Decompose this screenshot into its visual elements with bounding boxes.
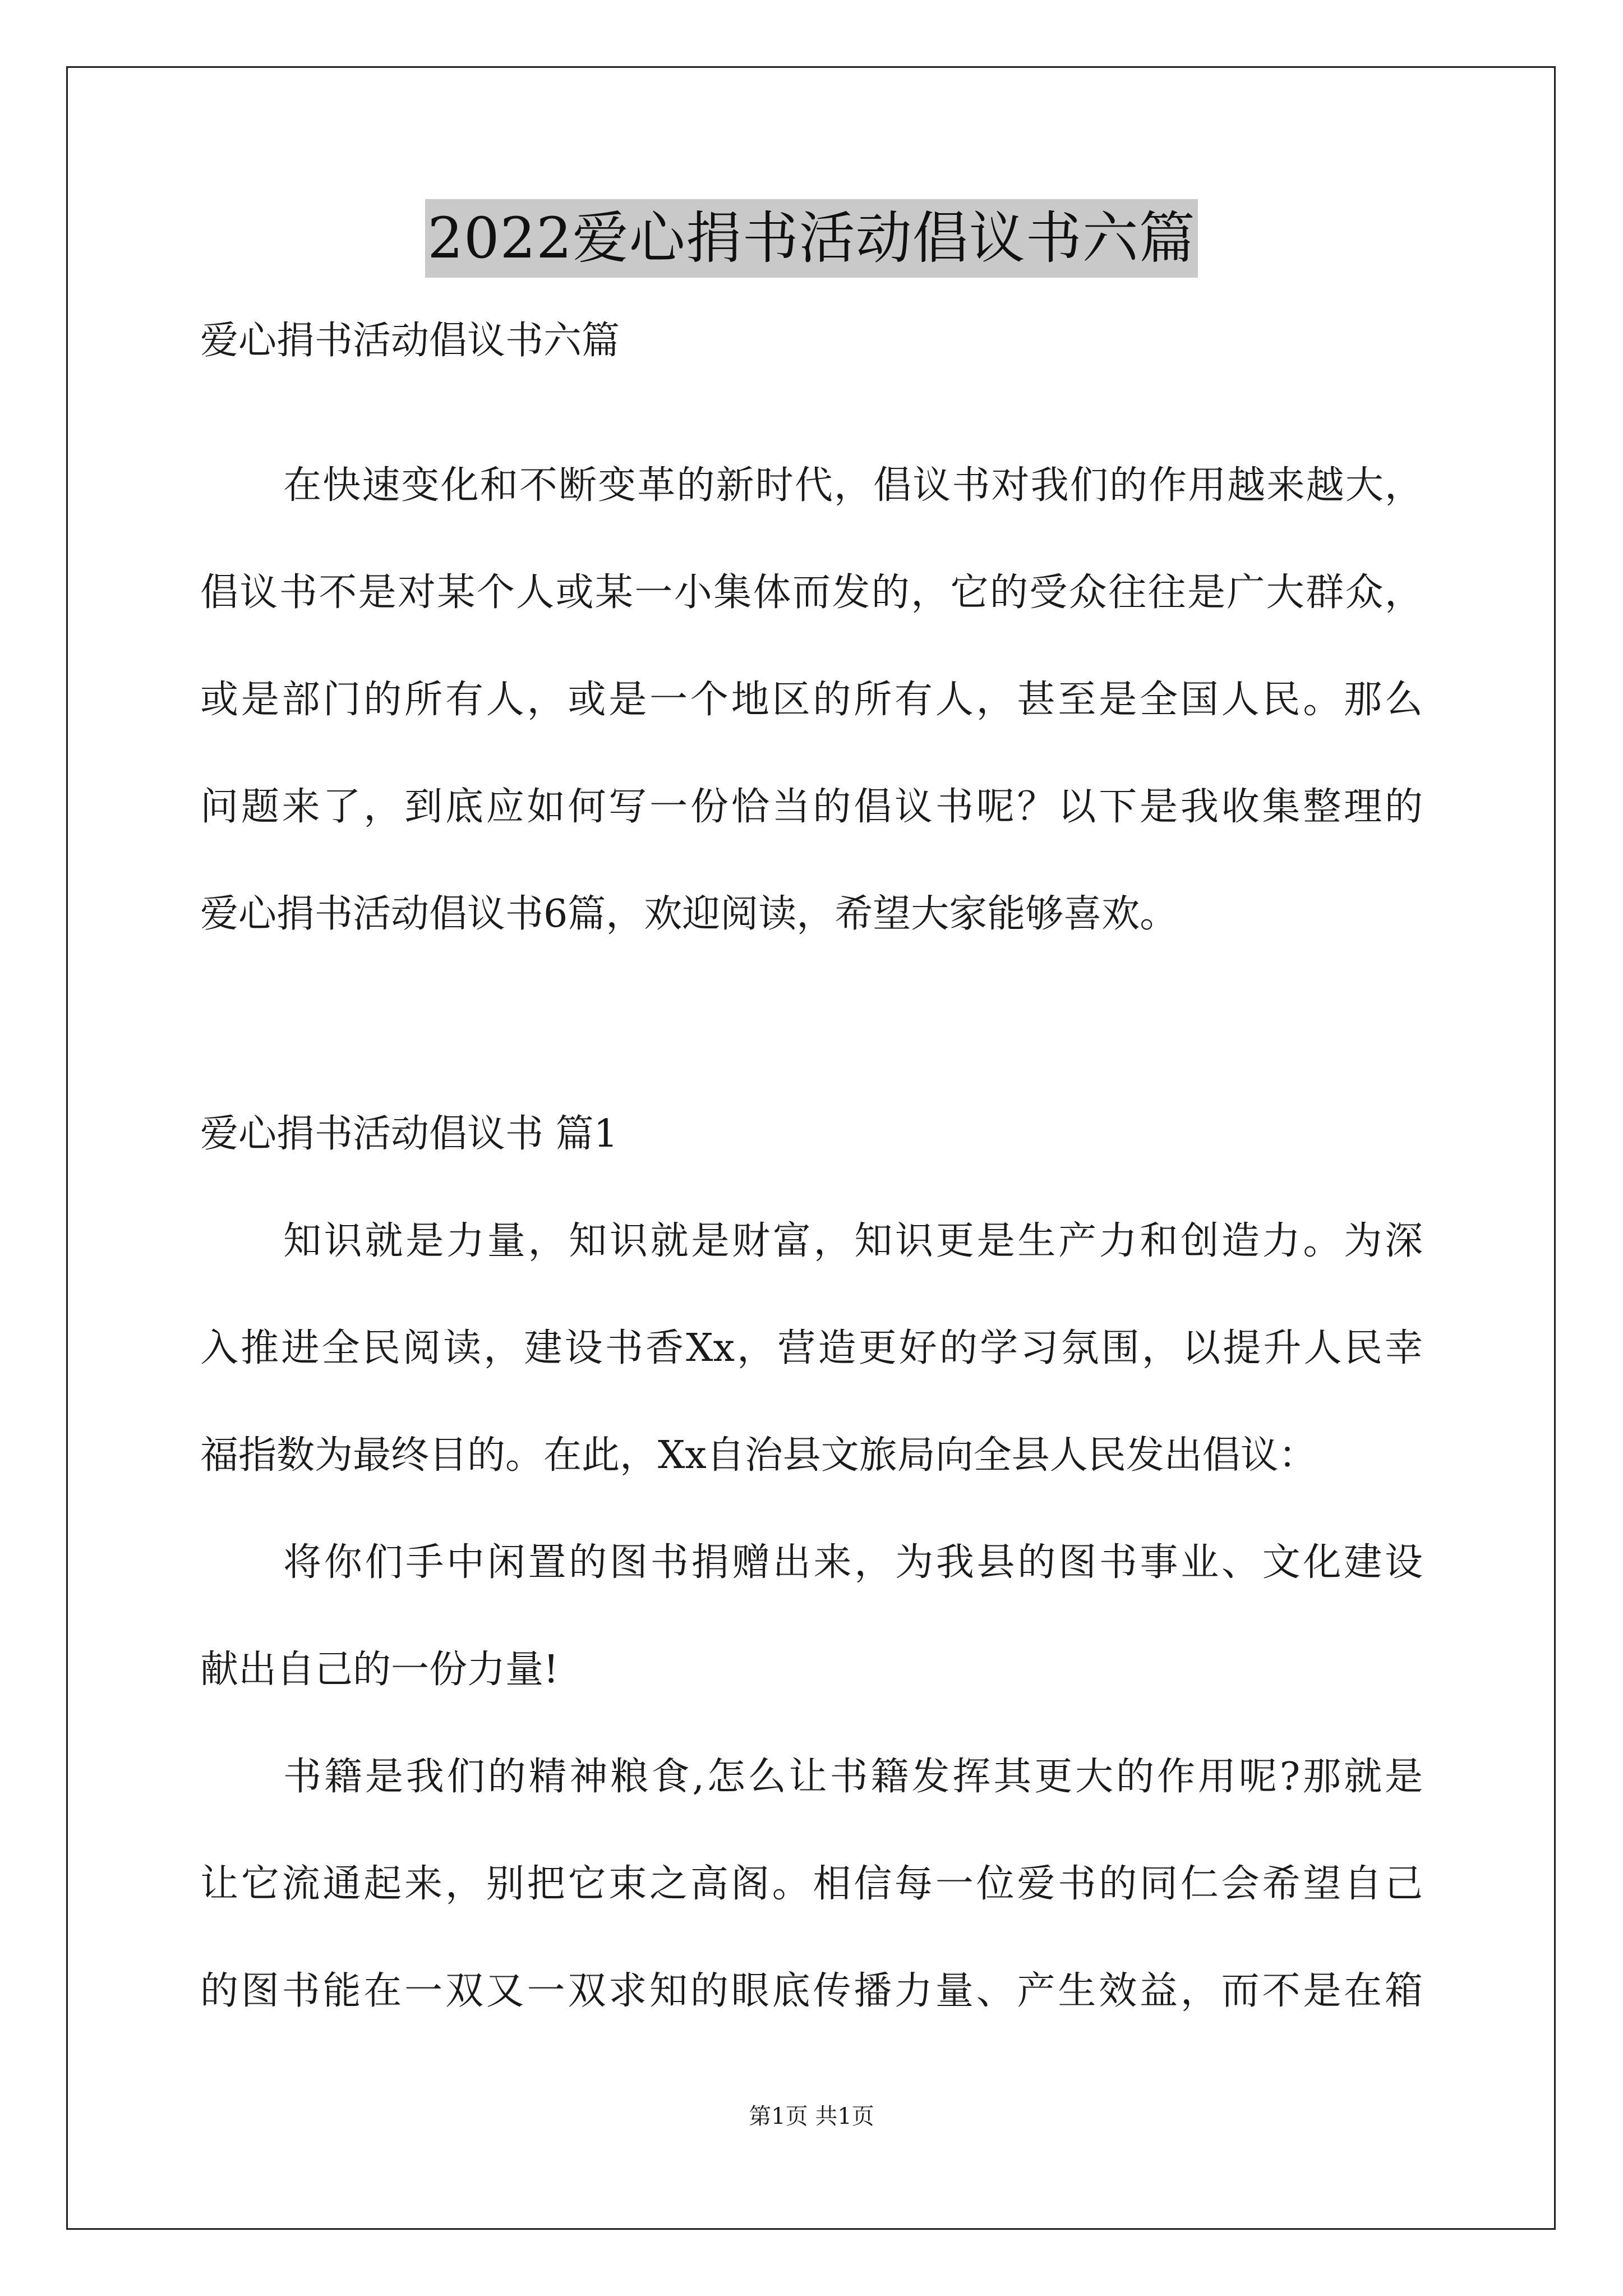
paragraph-line: 或是部门的所有人，或是一个地区的所有人，甚至是全国人民。那么	[200, 678, 1423, 722]
paragraph-line: 将你们手中闲置的图书捐赠出来，为我县的图书事业、文化建设	[283, 1540, 1423, 1585]
paragraph-line: 在快速变化和不断变革的新时代，倡议书对我们的作用越来越大，	[283, 463, 1423, 508]
paragraph-line: 福指数为最终目的。在此，Xx自治县文旅局向全县人民发出倡议：	[200, 1433, 1317, 1478]
paragraph-line: 问题来了，到底应如何写一份恰当的倡议书呢？以下是我收集整理的	[200, 785, 1423, 829]
paragraph-line: 让它流通起来，别把它束之高阁。相信每一位爱书的同仁会希望自己	[200, 1862, 1423, 1906]
paragraph-line: 爱心捐书活动倡议书6篇，欢迎阅读，希望大家能够喜欢。	[200, 892, 1178, 936]
title-container	[0, 199, 1623, 278]
paragraph-line: 书籍是我们的精神粮食,怎么让书籍发挥其更大的作用呢?那就是	[283, 1755, 1423, 1799]
paragraph-line: 献出自己的一份力量!	[200, 1648, 559, 1692]
page-footer: 第1页 共1页	[749, 2104, 874, 2129]
subtitle-line: 爱心捐书活动倡议书六篇	[200, 319, 620, 363]
document-title: 2022爱心捐书活动倡议书六篇	[425, 199, 1198, 278]
paragraph-line: 倡议书不是对某个人或某一小集体而发的，它的受众往往是广大群众，	[200, 570, 1423, 615]
paragraph-line: 入推进全民阅读，建设书香Xx，营造更好的学习氛围，以提升人民幸	[200, 1326, 1423, 1370]
section-heading: 爱心捐书活动倡议书 篇1	[200, 1112, 618, 1156]
paragraph-line: 知识就是力量，知识就是财富，知识更是生产力和创造力。为深	[283, 1219, 1423, 1263]
paragraph-line: 的图书能在一双又一双求知的眼底传播力量、产生效益，而不是在箱	[200, 1969, 1423, 2013]
